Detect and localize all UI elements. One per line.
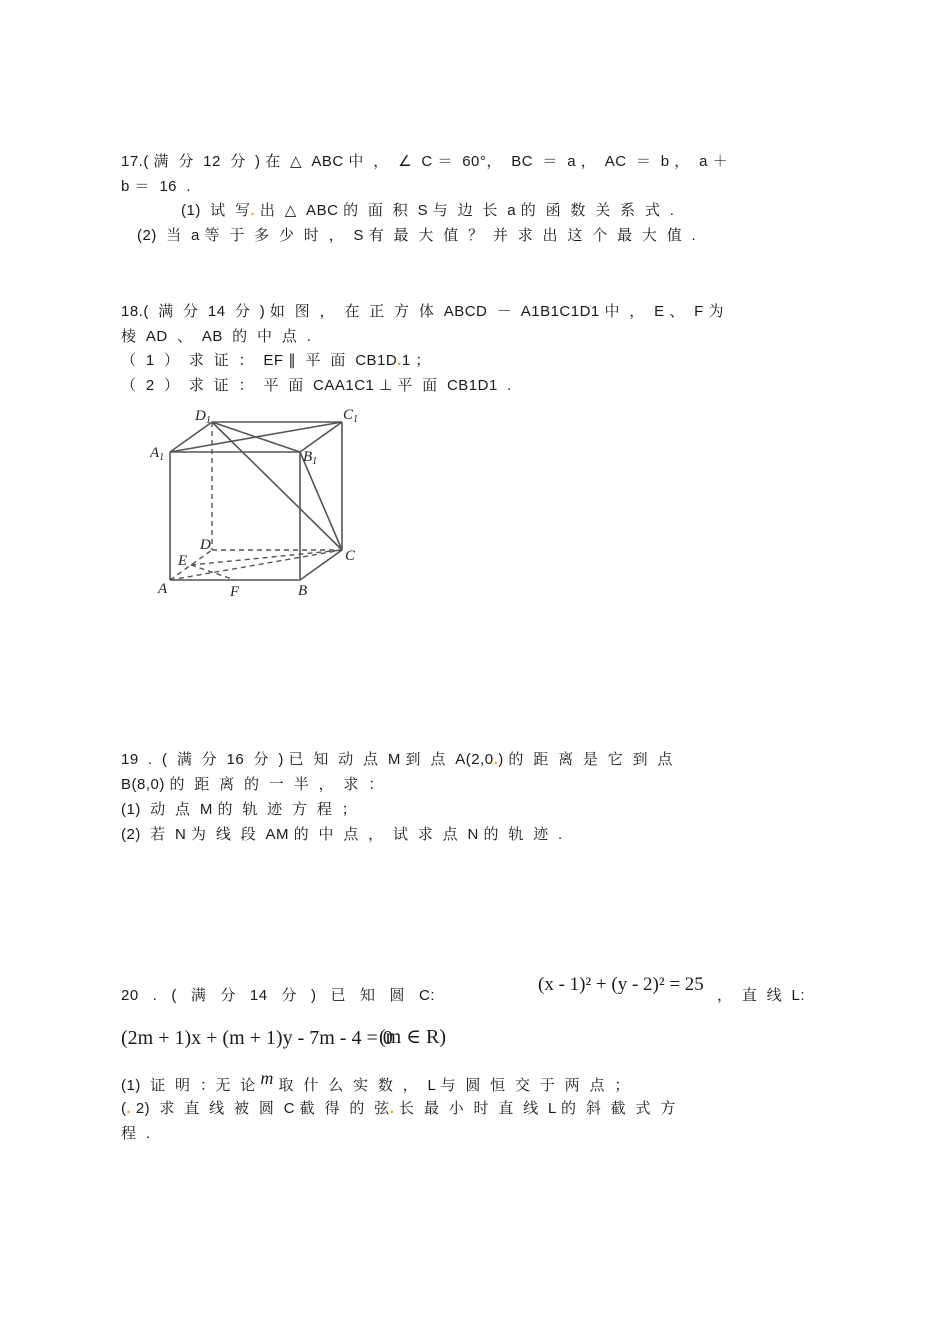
q20-part-1: (1) 证 明 ：无 论 m 取 什 么 实 数 ， L 与 圆 恒 交 于 两 点 ； [121, 1068, 630, 1094]
circle-equation: (x - 1)² + (y - 2)² = 25 [538, 974, 704, 995]
q17-part-1: (1) 试 写. 出 △ ABC 的 面 积 S 与 边 长 a 的 函 数 关 系 式 . [181, 202, 675, 219]
label-a1: $A_1$ [150, 445, 165, 463]
label-f: F [230, 584, 240, 600]
edge-a1d1 [170, 422, 212, 452]
edge-b1c1 [300, 422, 342, 452]
q20-line-3: 程 . [121, 1125, 151, 1142]
stray-mark: . [250, 202, 256, 219]
diag-b1c [300, 452, 342, 550]
label-c: C [345, 548, 356, 564]
label-b: B [298, 583, 308, 599]
seg-ef [191, 565, 235, 580]
q17-line-2: b ＝ 16 . [121, 178, 192, 195]
label-e: E [178, 553, 188, 569]
q18-line-2: 棱 AD 、 AB 的 中 点 . [121, 328, 312, 345]
q17-line-1: 17.( 满 分 12 分 ) 在 △ ABC 中 ， ∠ C ＝ 60°， BC ＝ a ， AC ＝ b ， a ＋ [121, 153, 729, 170]
diag-a1c1 [170, 422, 342, 452]
diag-d1c [212, 422, 342, 550]
line-equation: (2m + 1)x + (m + 1)y - 7m - 4 = 0 [121, 1027, 393, 1049]
label-d1: $D_1$ [195, 408, 211, 426]
q18-line-1: 18.( 满 分 14 分 ) 如 图 ， 在 正 方 体 ABCD － A1B1C1D1 中 ， E 、 F 为 [121, 303, 724, 320]
q20-part-2: (. 2) 求 直 线 被 圆 C 截 得 的 弦. 长 最 小 时 直 线 L 的 斜 截 式 方 [121, 1100, 676, 1117]
stray-mark: . [493, 751, 499, 768]
parameter-condition: (m ∈ R) [379, 1026, 447, 1048]
label-d: D [200, 537, 211, 553]
stray-mark: . [126, 1100, 132, 1117]
q20-line-1b: ， 直 线 L: [717, 987, 806, 1004]
q17-part-2: (2) 当 a 等 于 多 少 时 ， S 有 最 大 值 ？ 并 求 出 这 个 最 大 值 . [137, 227, 697, 244]
cube-figure [150, 405, 370, 600]
label-b1: $B_1$ [303, 449, 318, 467]
edge-bc [300, 550, 342, 580]
stray-mark: . [389, 1100, 395, 1117]
q19-line-1: 19 . ( 满 分 16 分 ) 已 知 动 点 M 到 点 A(2,0.) 的 距 离 是 它 到 点 [121, 751, 673, 768]
q18-part-1: （ 1 ） 求 证 ： EF ∥ 平 面 CB1D.1 ； [121, 352, 431, 369]
q18-part-2: （ 2 ） 求 证 ： 平 面 CAA1C1 ⊥ 平 面 CB1D1 . [121, 377, 512, 394]
label-c1: $C_1$ [343, 407, 359, 425]
label-a: A [158, 581, 168, 597]
stray-mark: . [397, 352, 402, 369]
q20-line-1a: 20 . ( 满 分 14 分 ) 已 知 圆 C: [121, 987, 436, 1004]
q19-part-1: (1) 动 点 M 的 轨 迹 方 程 ； [121, 801, 358, 818]
q19-part-2: (2) 若 N 为 线 段 AM 的 中 点 ， 试 求 点 N 的 轨 迹 . [121, 826, 563, 843]
q19-line-2: B(8,0) 的 距 离 的 一 半 ， 求 ： [121, 776, 384, 793]
seg-ec [191, 550, 342, 565]
